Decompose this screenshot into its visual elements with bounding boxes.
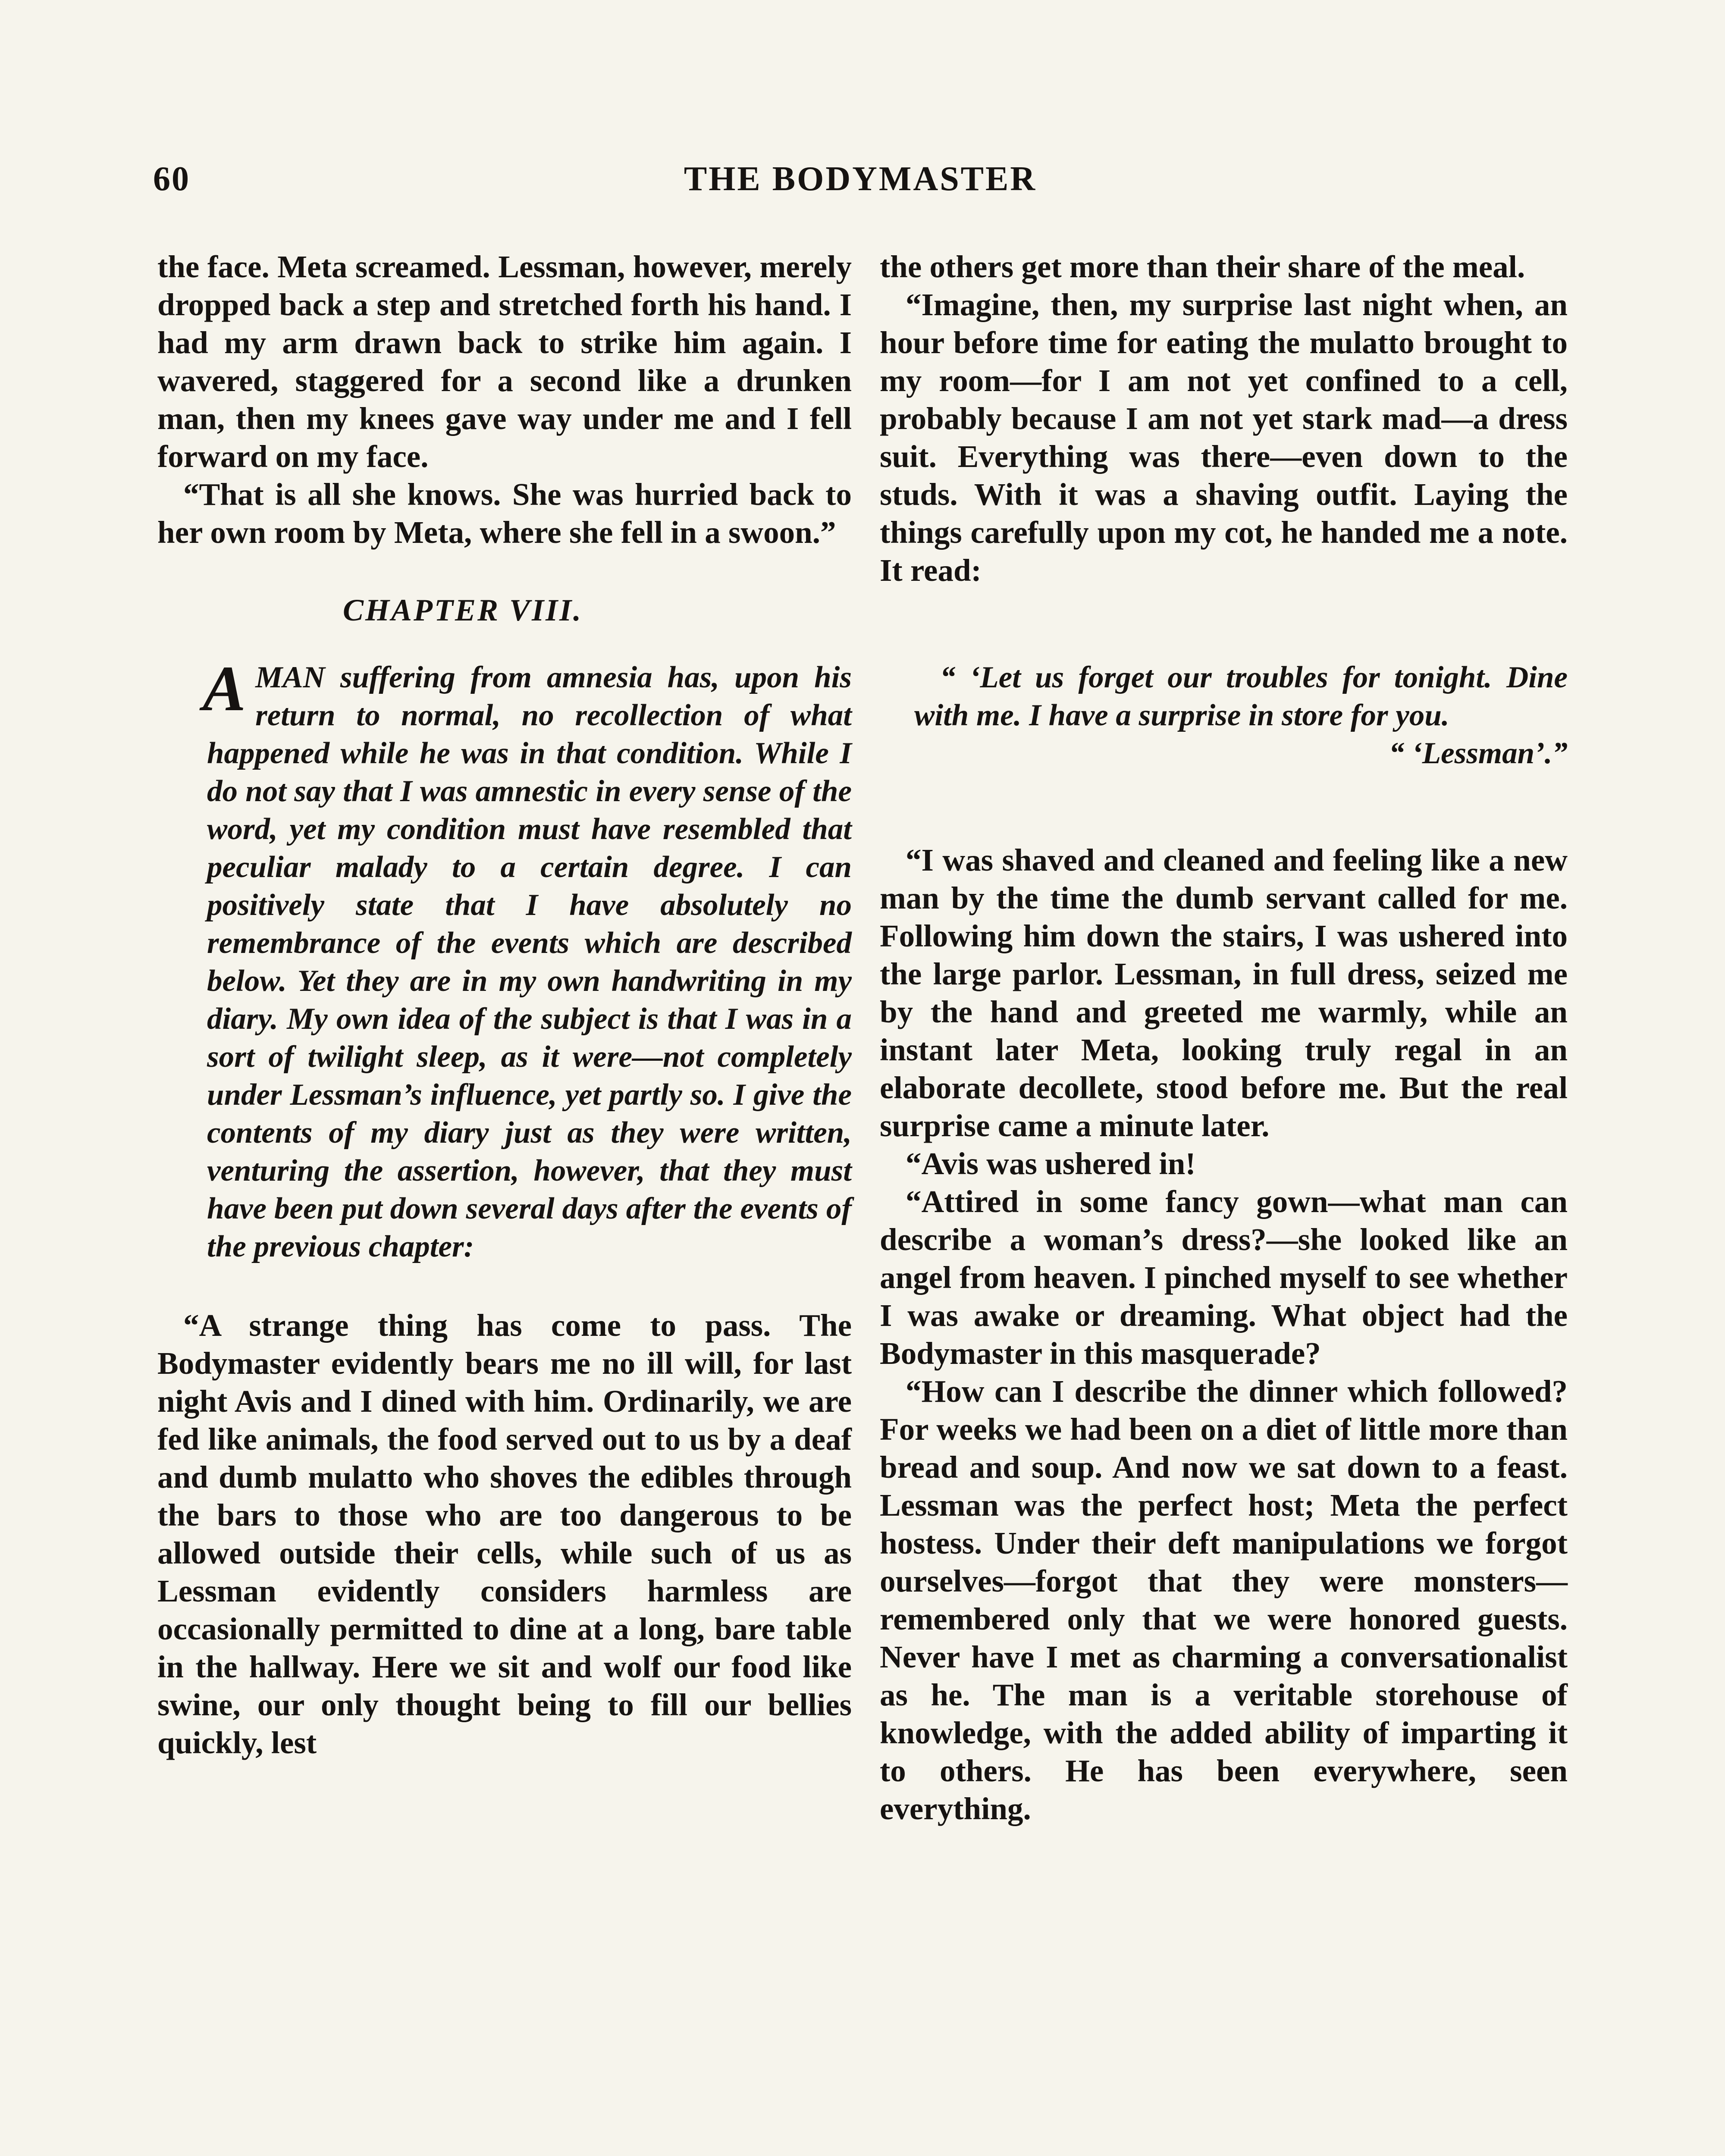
paragraph: “A strange thing has come to pass. The Bodymaster evidently bears me no ill will, for last night Avis and I dined with him. Ordinarily, we are fed like animals, the food served out to us by a deaf and dumb mulatto who shoves the edibles through the bars to those who are too dangerous to be allowed outside their cells, while such of us as Lessman evidently considers harmless are occasionally permitted to dine at a long, bare table in the hallway. Here we sit and wolf our food like swine, our only thought being to fill our bellies quickly, lest [157, 1308, 852, 1760]
paragraph: “Attired in some fancy gown—what man can describe a woman’s dress?—she looked like an angel from heaven. I pinched myself to see whether I was awake or dreaming. What object had the Bodymaster in this masquerade? [880, 1184, 1568, 1371]
page-number: 60 [153, 160, 190, 198]
note-text: “ ‘Let us forget our troubles for tonight. Dine with me. I have a surprise in store for you. [914, 661, 1568, 732]
paragraph: the others get more than their share of the meal. [880, 249, 1525, 284]
drop-cap: A [203, 653, 246, 724]
paragraph: “Imagine, then, my surprise last night when, an hour before time for eating the mulatto brought to my room—for I am not yet confined to a cell, probably because I am not yet stark mad—a dress suit. Everything was there—even down to the studs. With it was a shaving outfit. Laying the things carefully upon my cot, he handed me a note. It read: [880, 287, 1568, 588]
paragraph: the face. Meta screamed. Lessman, however, merely dropped back a step and stretched forth his hand. I had my arm drawn back to strike him again. I wavered, staggered for a second like a drunken man, then my knees gave way under me and I fell forward on my face. [157, 249, 852, 474]
running-head: THE BODYMASTER [684, 160, 1037, 198]
intro-text: MAN suffering from amnesia has, upon his return to normal, no recollection of what happened while he was in that condition. While I do not say that I was amnestic in every sense of the word, yet my condition must have resembled that peculiar malady to a certain degree. I can positively state that I have absolutely no remembrance of the events which are described below. Yet they are in my own handwriting in my diary. My own idea of the subject is that I was in a sort of twilight sleep, as it were—not completely under Lessman’s influence, yet partly so. I give the contents of my diary just as they were written, venturing the assertion, however, that they must have been put down several days after the events of the previous chapter: [207, 661, 852, 1263]
chapter-intro [157, 653, 852, 1266]
paragraph: “That is all she knows. She was hurried back to her own room by Meta, where she fell in a swoon.” [157, 477, 852, 550]
note-signature: “ ‘Lessman’.” [1389, 736, 1568, 770]
left-column [157, 248, 852, 1762]
chapter-heading: CHAPTER VIII. [343, 593, 583, 627]
paragraph: “I was shaved and cleaned and feeling like a new man by the time the dumb servant called for me. Following him down the stairs, I was ushered into the large parlor. Lessman, in full dress, seized me by the hand and greeted me warmly, while an instant later Meta, looking truly regal in an elaborate decollete, stood before me. But the real surprise came a minute later. [880, 843, 1568, 1143]
quoted-note [880, 658, 1568, 772]
intro-paragraph [203, 653, 852, 1266]
paragraph: “How can I describe the dinner which followed? For weeks we had been on a diet of little more than bread and soup. And now we sat down to a feast. Lessman was the perfect host; Meta the perfect hostess. Under their deft manipulations we forgot ourselves—forgot that they were monsters—remembered only that we were honored guests. Never have I met as charming a conversationalist as he. The man is a veritable storehouse of knowledge, with the added ability of imparting it to others. He has been everywhere, seen everything. [880, 1374, 1568, 1826]
right-column [880, 248, 1568, 1828]
page-header [153, 155, 1568, 207]
paragraph: “Avis was ushered in! [906, 1146, 1196, 1181]
